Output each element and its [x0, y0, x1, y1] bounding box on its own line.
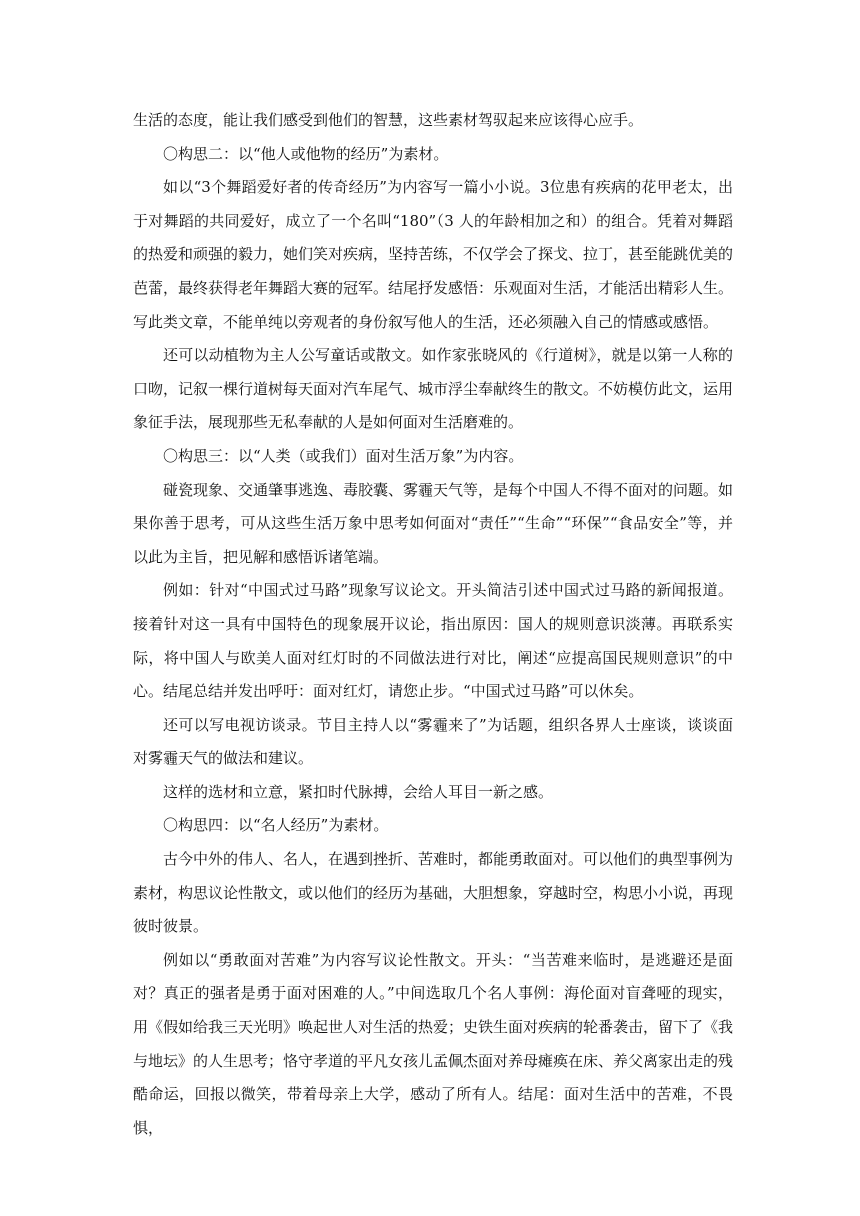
- heading-idea-three: 〇构思三：以“人类（或我们）面对生活万象”为内容。: [163, 446, 524, 465]
- paragraph-continued: 生活的态度，能让我们感受到他们的智慧，这些素材驾驭起来应该得心应手。: [133, 111, 644, 129]
- heading-idea-four: 〇构思四：以“名人经历”为素材。: [163, 816, 389, 835]
- paragraph-theme-comment: 这样的选材和立意，紧扣时代脉搏，会给人耳目一新之感。: [163, 782, 554, 801]
- paragraph-tv-interview: 还可以写电视访谈录。节目主持人以“雾霾来了”为话题，组织各界人士座谈，谈谈面对雾霾天气的做法和建议。: [133, 715, 733, 768]
- paragraph-dance-story: 如以“3个舞蹈爱好者的传奇经历”为内容写一篇小小说。3位患有疾病的花甲老太，出于对舞蹈的共同爱好，成立了一个名叫“180”（3 人的年龄相加之和）的组合。凭着对舞蹈的热爱和顽强的毅力，她们笑对疾病，坚持苦练，不仅学会了探戈、拉丁，甚至能跳优美的芭蕾，最终获得老年舞蹈大赛的冠军。结尾抒发感悟：乐观面对生活，才能活出精彩人生。写此类文章，不能单纯以旁观者的身份叙写他人的生活，还必须融入自己的情感或感悟。: [133, 178, 734, 331]
- paragraph-street-tree: 还可以动植物为主人公写童话或散文。如作家张晓风的《行道树》，就是以第一人称的口吻，记叙一棵行道树每天面对汽车尾气、城市浮尘奉献终生的散文。不妨模仿此文，运用象征手法，展现那些无私奉献的人是如何面对生活磨难的。: [133, 346, 734, 432]
- heading-idea-two: 〇构思二：以“他人或他物的经历”为素材。: [163, 144, 449, 163]
- paragraph-famous-people: 古今中外的伟人、名人，在遇到挫折、苦难时，都能勇敢面对。可以他们的典型事例为素材，构思议论性散文，或以他们的经历为基础，大胆想象，穿越时空，构思小小说，再现彼时彼景。: [133, 850, 734, 936]
- document-body: [133, 104, 733, 1145]
- paragraph-social-issues: 碰瓷现象、交通肇事逃逸、毒胶囊、雾霾天气等，是每个中国人不得不面对的问题。如果你善于思考，可从这些生活万象中思考如何面对“责任”“生命”“环保”“食品安全”等，并以此为主旨，把见解和感悟诉诸笔端。: [133, 480, 734, 566]
- paragraph-crossing-road: 例如：针对“中国式过马路”现象写议论文。开头简洁引述中国式过马路的新闻报道。接着针对这一具有中国特色的现象展开议论，指出原因：国人的规则意识淡薄。再联系实际，将中国人与欧美人面对红灯时的不同做法进行对比，阐述“应提高国民规则意识”的中心。结尾总结并发出呼吁：面对红灯，请您止步。“中国式过马路”可以休矣。: [133, 581, 733, 701]
- paragraph-facing-hardship: 例如以“勇敢面对苦难”为内容写议论性散文。开头：“当苦难来临时，是逃避还是面对？真正的强者是勇于面对困难的人。”中间选取几个名人事例：海伦面对盲聋哑的现实，用《假如给我三天光明》唤起世人对生活的热爱；史铁生面对疾病的轮番袭击，留下了《我与地坛》的人生思考；恪守孝道的平凡女孩儿孟佩杰面对养母瘫痪在床、养父离家出走的残酷命运，回报以微笑，带着母亲上大学，感动了所有人。结尾：面对生活中的苦难，不畏惧，: [133, 950, 734, 1137]
